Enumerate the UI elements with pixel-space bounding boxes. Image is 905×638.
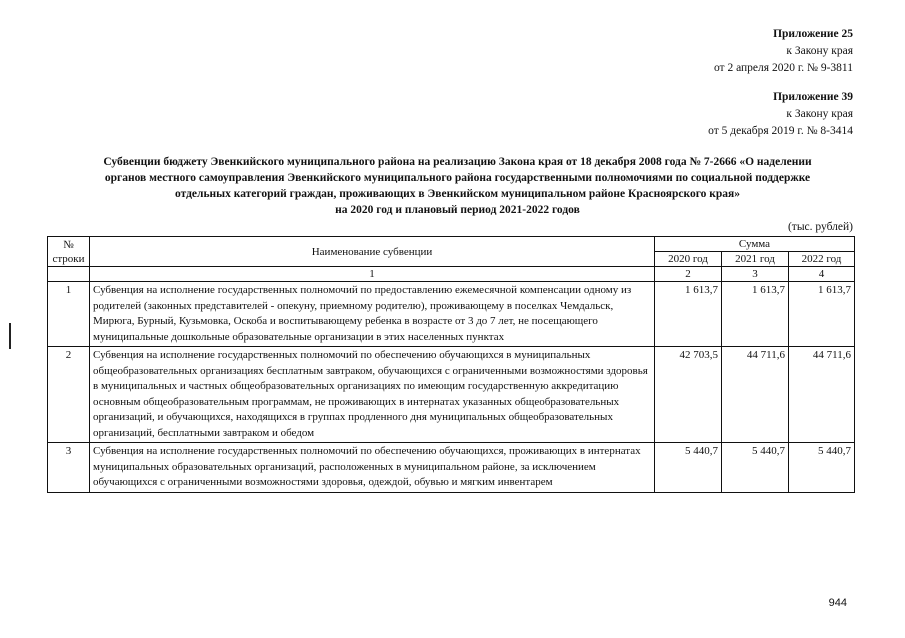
scan-margin-mark xyxy=(9,323,11,349)
appendix-25-title: Приложение 25 xyxy=(773,28,853,40)
header-name: Наименование субвенции xyxy=(90,237,655,267)
colnum-4: 4 xyxy=(789,267,855,282)
amount-2021: 1 613,7 xyxy=(722,282,789,347)
table-row xyxy=(48,443,855,493)
title-line-1: Субвенции бюджету Эвенкийского муниципального района на реализацию Закона края от 18 декабря 2008 года № 7-2666 «О наделении xyxy=(103,156,812,168)
colnum-1: 1 xyxy=(90,267,655,282)
row-number: 2 xyxy=(48,347,90,443)
subvention-name: Субвенция на исполнение государственных полномочий по обеспечению обучающихся, проживающих в интернатах муниципальных образовательных организаций, расположенных в муниципальном районе, за исключением обучающихся с ограниченными возможностями здоровья, одеждой, обувью и мягким инвентарем xyxy=(90,443,655,493)
appendix-39-title: Приложение 39 xyxy=(773,91,853,103)
title-line-2: органов местного самоуправления Эвенкийского муниципального района государственными полномочиями по социальной поддержке xyxy=(104,172,811,184)
column-numbers-row xyxy=(48,267,855,282)
table-row xyxy=(48,282,855,347)
subvention-name: Субвенция на исполнение государственных полномочий по предоставлению ежемесячной компенсации одному из родителей (законных представителей - опекуну, приемному родителю), проживающему в поселках Чемдальск, Мирюга, Бурный, Кузьмовка, Оскоба и воспитывающему ребенка в возрасте от 3 до 7 лет, не посещающего муниципальные дошкольные образовательные организации в этих населенных пунктах xyxy=(90,282,655,347)
header-year-2020: 2020 год xyxy=(655,252,722,267)
colnum-3: 3 xyxy=(722,267,789,282)
table-row xyxy=(48,347,855,443)
subvention-name: Субвенция на исполнение государственных полномочий по обеспечению обучающихся в муниципальных общеобразовательных организациях бесплатным завтраком, обучающихся с ограниченными возможностями здоровья в муниципальных и частных общеобразовательных организациях по имеющим государственную аккредитацию основным общеобразовательным программам, не проживающих в интернатах указанных общеобразовательных организаций, и обучающихся, находящихся в группах продленного дня муниципальных общеобразовательных организаций, бесплатными завтраком и обедом xyxy=(90,347,655,443)
subventions-table xyxy=(47,236,855,493)
colnum-2: 2 xyxy=(655,267,722,282)
header-num-symbol: № xyxy=(63,238,74,251)
amount-2021: 44 711,6 xyxy=(722,347,789,443)
units-label: (тыс. рублей) xyxy=(787,221,853,233)
header-sum: Сумма xyxy=(655,237,855,252)
row-number: 1 xyxy=(48,282,90,347)
appendix-25-date: от 2 апреля 2020 г. № 9-3811 xyxy=(713,62,853,74)
row-number: 3 xyxy=(48,443,90,493)
table-header-row xyxy=(48,237,855,252)
title-line-3: отдельных категорий граждан, проживающих в Эвенкийском муниципальном районе Красноярского края» xyxy=(174,188,741,200)
header-num-word: строки xyxy=(52,252,85,265)
amount-2021: 5 440,7 xyxy=(722,443,789,493)
appendix-39-law: к Закону края xyxy=(786,108,853,120)
document-title xyxy=(40,154,875,218)
appendix-25-block xyxy=(714,26,853,77)
appendix-25-law: к Закону края xyxy=(786,45,853,57)
title-line-4: на 2020 год и плановый период 2021-2022 годов xyxy=(335,204,580,216)
header-row-number xyxy=(48,237,90,267)
appendix-39-block xyxy=(708,89,853,140)
amount-2020: 1 613,7 xyxy=(655,282,722,347)
amount-2022: 44 711,6 xyxy=(789,347,855,443)
amount-2020: 5 440,7 xyxy=(655,443,722,493)
header-year-2022: 2022 год xyxy=(789,252,855,267)
amount-2020: 42 703,5 xyxy=(655,347,722,443)
amount-2022: 1 613,7 xyxy=(789,282,855,347)
header-year-2021: 2021 год xyxy=(722,252,789,267)
appendix-39-date: от 5 декабря 2019 г. № 8-3414 xyxy=(708,125,853,137)
page-number: 944 xyxy=(828,597,847,609)
colnum-empty xyxy=(48,267,90,282)
amount-2022: 5 440,7 xyxy=(789,443,855,493)
